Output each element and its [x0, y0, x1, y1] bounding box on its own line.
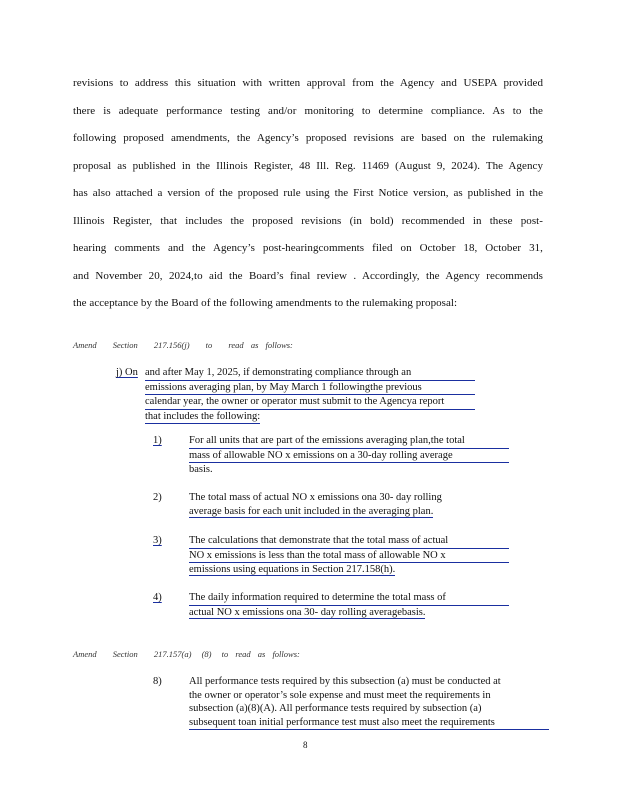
amend-section-number: 217.157(a)	[153, 649, 192, 659]
subsection-j-label	[116, 366, 138, 380]
amend-word: to	[221, 649, 229, 659]
amend-section-number: 217.156(j)	[153, 340, 190, 350]
item-line: average basis for each unit included in the averaging plan.	[189, 505, 434, 517]
body-line: Illinois Register, that includes the proposed revisions (in bold) recommended in these post-	[73, 214, 543, 227]
item-line: emissions using equations in Section 217.158(h).	[189, 564, 396, 575]
amend-heading-217-156	[73, 340, 307, 350]
item-line: actual NO x emissions ona 30- day rolling averagebasis.	[189, 606, 426, 618]
item-number: 1)	[153, 435, 162, 446]
item-line: the owner or operator’s sole expense and must meet the requirements in	[189, 689, 491, 701]
subsection-j-line: that includes the following:	[145, 410, 260, 425]
item-number: 8)	[153, 676, 162, 687]
amend-word: Section	[112, 649, 138, 659]
amend-word: to	[205, 340, 213, 350]
item-line: The calculations that demonstrate that the total mass of actual	[189, 534, 509, 549]
item-line: basis.	[189, 464, 213, 475]
subsection-j-marker: j) On	[116, 367, 138, 378]
item-line: subsequent toan initial performance test must also meet the requirements	[189, 716, 549, 731]
subsection-j-text	[145, 366, 475, 424]
body-line: proposal as published in the Illinois Register, 48 Ill. Reg. 11469 (August 9, 2024). The Agency	[73, 159, 543, 172]
amend-word: follows:	[265, 340, 293, 350]
subsection-j-line: calendar year, the owner or operator must submit to the Agencya report	[145, 395, 475, 410]
body-line: and November 20, 2024,to aid the Board’s final review . Accordingly, the Agency recommends	[73, 269, 543, 282]
body-line: there is adequate performance testing and/or monitoring to determine compliance. As to the	[73, 104, 543, 117]
amend-word: Amend	[73, 340, 97, 350]
amend-word: read	[235, 649, 251, 659]
amend-word: as	[257, 649, 266, 659]
subsection-j-line: and after May 1, 2025, if demonstrating compliance through an	[145, 366, 475, 381]
item-number: 3)	[153, 535, 162, 546]
body-line: hearing comments and the Agency’s post-hearingcomments filed on October 18, October 31,	[73, 242, 543, 254]
amend-word: read	[228, 340, 244, 350]
item-line: subsection (a)(8)(A). All performance tests required by subsection (a)	[189, 703, 482, 714]
amend-word: Section	[112, 340, 138, 350]
amend-word: Amend	[73, 649, 97, 659]
subsection-j-line: emissions averaging plan, by May March 1 followingthe previous	[145, 381, 475, 396]
amend-word: follows:	[272, 649, 300, 659]
item-number: 2)	[153, 492, 162, 503]
item-line: The total mass of actual NO x emissions ona 30- day rolling	[189, 492, 442, 503]
item-line: NO x emissions is less than the total mass of allowable NO x	[189, 549, 509, 564]
item-number: 4)	[153, 592, 162, 603]
amend-word: (8)	[201, 649, 212, 659]
body-line: has also attached a version of the proposed rule using the First Notice version, as published in the	[73, 187, 543, 199]
item-line: mass of allowable NO x emissions on a 30-day rolling average	[189, 449, 509, 464]
item-line: The daily information required to determine the total mass of	[189, 591, 509, 606]
item-line: All performance tests required by this subsection (a) must be conducted at	[189, 676, 501, 687]
amend-heading-217-157	[73, 649, 314, 659]
page-number: 8	[303, 740, 308, 750]
body-paragraph	[73, 70, 543, 318]
item-line: For all units that are part of the emissions averaging plan,the total	[189, 434, 509, 449]
amend-word: as	[250, 340, 259, 350]
body-line: revisions to address this situation with written approval from the Agency and USEPA provided	[73, 77, 543, 89]
body-line: the acceptance by the Board of the following amendments to the rulemaking proposal:	[73, 297, 458, 309]
body-line: following proposed amendments, the Agency’s proposed revisions are based on the rulemaking	[73, 132, 543, 144]
